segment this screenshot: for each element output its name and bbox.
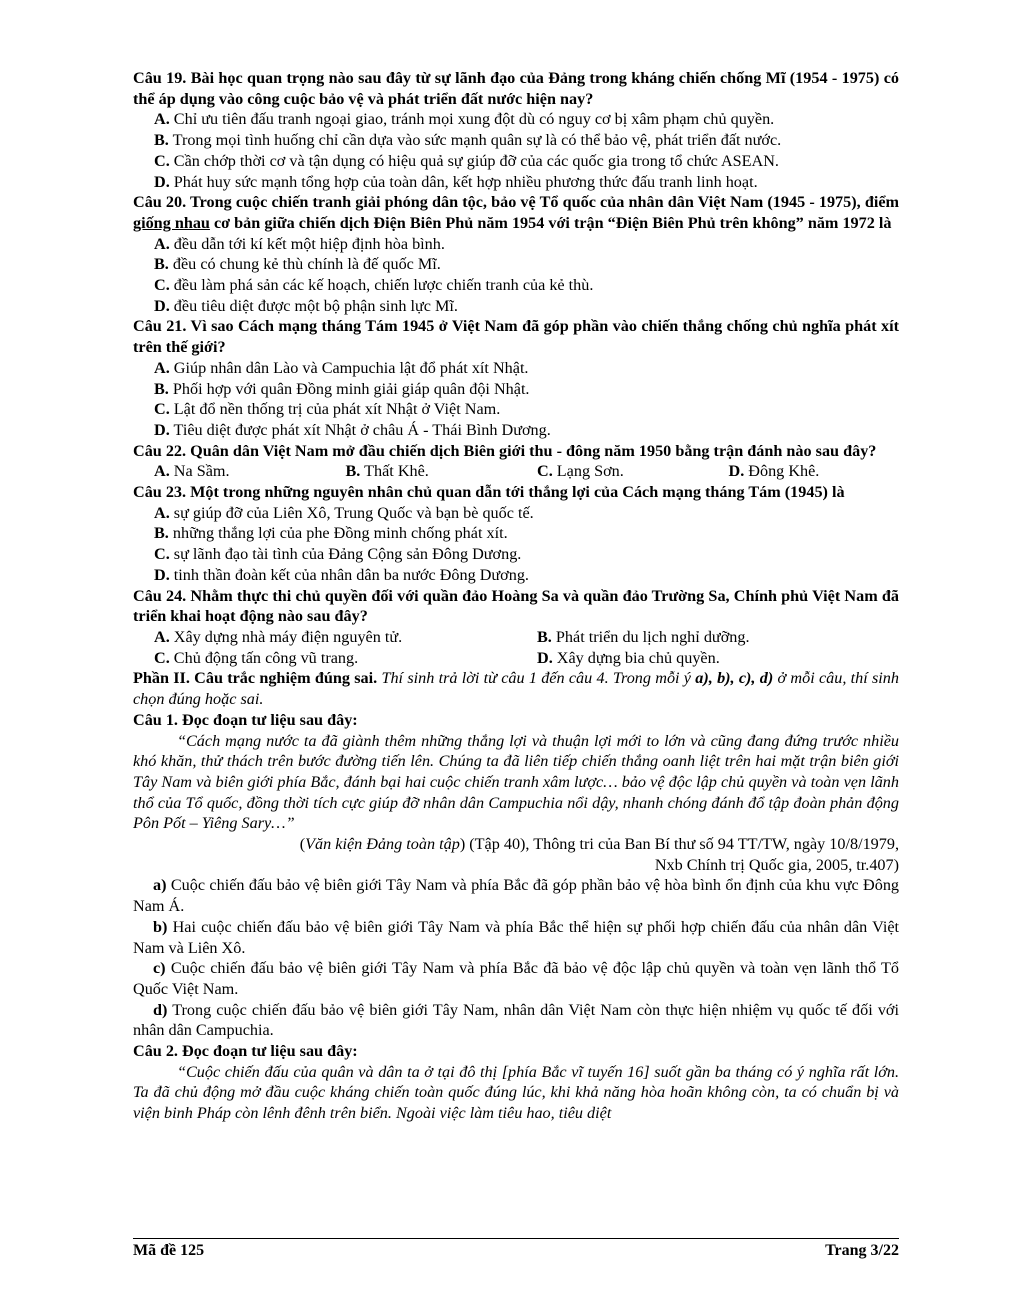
q24-options-row-1: [133, 627, 899, 648]
q20-option-a: A. đều dẫn tới kí kết một hiệp định hòa bình.: [154, 234, 445, 253]
p1-source-line-2: Nxb Chính trị Quốc gia, 2005, tr.407): [654, 855, 899, 874]
q22-options-row: [133, 461, 899, 482]
q20-option-c: C. đều làm phá sản các kế hoạch, chiến lược chiến tranh của kẻ thù.: [154, 276, 594, 295]
q21-option-d: D. Tiêu diệt được phát xít Nhật ở châu Á - Thái Bình Dương.: [154, 420, 551, 439]
p1-statement-b: b) Hai cuộc chiến đấu bảo vệ biên giới Tây Nam và phía Bắc thể hiện sự phối hợp chiến đấu của nhân dân Việt Nam và Liên Xô.: [133, 917, 900, 957]
question-21-title: Câu 21. Vì sao Cách mạng tháng Tám 1945 ở Việt Nam đã góp phần vào chiến thắng chống chủ nghĩa phát xít trên thế giới?: [133, 317, 899, 357]
page-footer: [133, 1238, 899, 1260]
q21-option-a: A. Giúp nhân dân Lào và Campuchia lật đổ phát xít Nhật.: [154, 358, 529, 377]
p1-statement-a: a) Cuộc chiến đấu bảo vệ biên giới Tây Nam và phía Bắc đã góp phần bảo vệ hòa bình ổn định của khu vực Đông Nam Á.: [133, 876, 900, 916]
p2-quote: “Cuộc chiến đấu của quân và dân ta ở tại đô thị [phía Bắc vĩ tuyến 16] suốt gần ba tháng có ý nghĩa rất lớn. Ta đã chủ động mở đầu cuộc kháng chiến toàn quốc đúng lúc, khi khả năng hòa hoãn không còn, ta có chuẩn bị và viện binh Pháp còn lênh đênh trên biển. Ngoài việc làm tiêu hao, tiêu diệt: [133, 1062, 899, 1123]
q24-option-c: C. Chủ động tấn công vũ trang.: [154, 648, 359, 667]
part2-question-1-title: Câu 1. Đọc đoạn tư liệu sau đây:: [133, 710, 358, 729]
q21-option-b: B. Phối hợp với quân Đồng minh giải giáp quân đội Nhật.: [154, 379, 530, 398]
exam-code: Mã đề 125: [133, 1242, 205, 1259]
question-23-title: Câu 23. Một trong những nguyên nhân chủ quan dẫn tới thắng lợi của Cách mạng tháng Tám (1945) là: [133, 483, 845, 502]
question-20-title: Câu 20. Trong cuộc chiến tranh giải phóng dân tộc, bảo vệ Tổ quốc của nhân dân Việt Nam (1945 - 1975), điểm giống nhau cơ bản giữa chiến dịch Điện Biên Phủ năm 1954 với trận “Điện Biên Phủ trên không” năm 1972 là: [133, 193, 899, 232]
question-22-title: Câu 22. Quân dân Việt Nam mở đầu chiến dịch Biên giới thu - đông năm 1950 bằng trận đánh nào sau đây?: [133, 441, 877, 460]
q19-option-d: D. Phát huy sức mạnh tổng hợp của toàn dân, kết hợp nhiều phương thức đấu tranh linh hoạt.: [154, 172, 758, 191]
question-24-title: Câu 24. Nhằm thực thi chủ quyền đối với quần đảo Hoàng Sa và quần đảo Trường Sa, Chính phủ Việt Nam đã triển khai hoạt động nào sau đây?: [133, 586, 899, 626]
q23-option-a: A. sự giúp đỡ của Liên Xô, Trung Quốc và bạn bè quốc tế.: [154, 503, 534, 522]
page-number: Trang 3/22: [825, 1242, 899, 1259]
q23-option-b: B. những thắng lợi của phe Đồng minh chống phát xít.: [154, 524, 508, 543]
q23-option-d: D. tinh thần đoàn kết của nhân dân ba nước Đông Dương.: [154, 565, 529, 584]
q22-option-c: C. Lạng Sơn.: [537, 462, 624, 481]
q20-option-d: D. đều tiêu diệt được một bộ phận sinh lực Mĩ.: [154, 296, 458, 315]
question-19-title: Câu 19. Bài học quan trọng nào sau đây từ sự lãnh đạo của Đảng trong kháng chiến chống Mĩ (1954 - 1975) có thể áp dụng vào công cuộc bảo vệ và phát triển đất nước hiện nay?: [133, 69, 899, 108]
q23-option-c: C. sự lãnh đạo tài tình của Đảng Cộng sản Đông Dương.: [154, 545, 522, 564]
q19-option-a: A. Chỉ ưu tiên đấu tranh ngoại giao, tránh mọi xung đột dù có nguy cơ bị xâm phạm chủ quyền.: [154, 110, 775, 129]
q22-option-b: B. Thất Khê.: [345, 462, 429, 481]
part2-question-2-title: Câu 2. Đọc đoạn tư liệu sau đây:: [133, 1042, 358, 1061]
q19-option-b: B. Trong mọi tình huống chỉ cần dựa vào sức mạnh quân sự là có thể bảo vệ, phát triển đất nước.: [154, 131, 782, 150]
q24-option-a: A. Xây dựng nhà máy điện nguyên tử.: [154, 627, 403, 646]
q19-option-c: C. Cần chớp thời cơ và tận dụng có hiệu quả sự giúp đỡ của các quốc gia trong tổ chức ASEAN.: [154, 151, 779, 170]
q22-option-d: D. Đông Khê.: [728, 462, 820, 481]
part2-heading: Phần II. Câu trắc nghiệm đúng sai.: [133, 669, 378, 688]
p1-quote: “Cách mạng nước ta đã giành thêm những thắng lợi và thuận lợi mới to lớn và cũng đang đứng trước nhiều khó khăn, thử thách trên bước đường tiến lên. Chúng ta đã liên tiếp chiến thắng oanh liệt trên hai mặt trận biên giới Tây Nam và biên giới phía Bắc, đánh bại hai cuộc chiến tranh xâm lược… bảo vệ độc lập chủ quyền và toàn vẹn lãnh thổ của Tổ quốc, đồng thời tích cực giúp đỡ nhân dân Campuchia nổi dậy, nhanh chóng đánh đổ tập đoàn phản động Pôn Pốt – Yiêng Sary…”: [133, 731, 899, 833]
q24-options-row-2: [133, 648, 899, 669]
q21-option-c: C. Lật đổ nền thống trị của phát xít Nhật ở Việt Nam.: [154, 400, 501, 419]
p1-statement-d: d) Trong cuộc chiến đấu bảo vệ biên giới Tây Nam, nhân dân Việt Nam còn thực hiện nhiệm vụ quốc tế đối với nhân dân Campuchia.: [133, 1000, 899, 1040]
p1-statement-c: c) Cuộc chiến đấu bảo vệ biên giới Tây Nam và phía Bắc đã bảo vệ độc lập chủ quyền và toàn vẹn lãnh thổ Tổ Quốc Việt Nam.: [133, 959, 899, 998]
q20-option-b: B. đều có chung kẻ thù chính là đế quốc Mĩ.: [154, 255, 441, 274]
exam-page: [133, 68, 899, 1124]
q24-option-d: D. Xây dựng bia chủ quyền.: [537, 648, 720, 667]
p1-source-line-1: (Văn kiện Đảng toàn tập) (Tập 40), Thông tri của Ban Bí thư số 94 TT/TW, ngày 10/8/1979,: [299, 835, 899, 854]
q22-option-a: A. Na Sầm.: [154, 462, 230, 481]
q24-option-b: B. Phát triển du lịch nghỉ dưỡng.: [537, 627, 750, 646]
part2-instructions: Phần II. Câu trắc nghiệm đúng sai. Thí sinh trả lời từ câu 1 đến câu 4. Trong mỗi ý a), b), c), d) ở mỗi câu, thí sinh chọn đúng hoặc sai.: [133, 669, 899, 709]
